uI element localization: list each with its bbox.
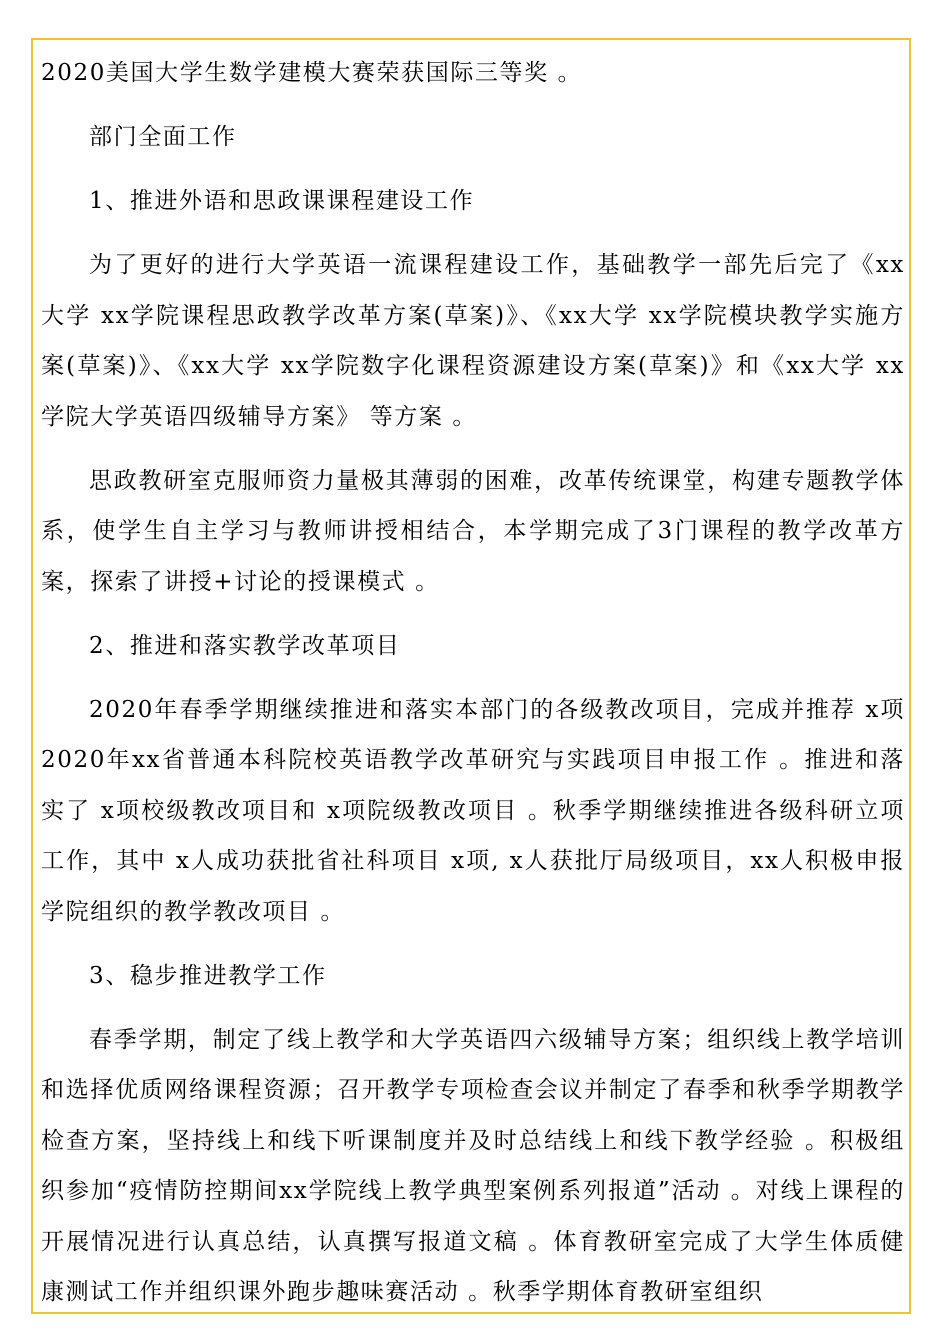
paragraph-reform-projects: 2020年春季学期继续推进和落实本部门的各级教改项目，完成并推荐 x项2020年xx省普通本科院校英语教学改革研究与实践项目申报工作 。推进和落实了 x项校级教改项目和 x项院级教改项目 。秋季学期继续推进各级科研立项工作，其中 x人成功获批省社科项目 x项, x人获批厅局级项目，xx人积极申报学院组织的教学教改项目 。 <box>41 696 905 925</box>
section-heading-department-work: 部门全面工作 <box>89 124 237 150</box>
paragraph-english-course-plans: 为了更好的进行大学英语一流课程建设工作，基础教学一部先后完了《xx大学 xx学院课程思政教学改革方案(草案)》、《xx大学 xx学院模块教学实施方案(草案)》、《xx大学 xx学院数字化课程资源建设方案(草案)》和《xx大学 xx学院大学英语四级辅导方案》 等方案 。 <box>41 252 905 430</box>
paragraph-teaching-work: 春季学期，制定了线上教学和大学英语四六级辅导方案；组织线上教学培训和选择优质网络课程资源；召开教学专项检查会议并制定了春季和秋季学期教学检查方案，坚持线上和线下听课制度并及时总结线上和线下教学经验 。积极组织参加“疫情防控期间xx学院线上教学典型案例系列报道”活动 。对线上课程的开展情况进行认真总结，认真撰写报道文稿 。体育教研室完成了大学生体质健康测试工作并组织课外跑步趣味赛活动 。秋季学期体育教研室组织 <box>41 1026 905 1305</box>
award-line: 2020美国大学生数学建模大赛荣获国际三等奖 。 <box>41 60 583 86</box>
subheading-teaching-reform-projects: 2、推进和落实教学改革项目 <box>89 632 401 659</box>
subheading-teaching-work: 3、稳步推进教学工作 <box>89 962 327 989</box>
paragraph-ideology-teaching-reform: 思政教研室克服师资力量极其薄弱的困难，改革传统课堂，构建专题教学体系，使学生自主学习与教师讲授相结合，本学期完成了3门课程的教学改革方案，探索了讲授+讨论的授课模式 。 <box>41 467 905 595</box>
subheading-course-construction: 1、推进外语和思政课课程建设工作 <box>89 188 475 214</box>
document-body <box>41 48 905 1318</box>
